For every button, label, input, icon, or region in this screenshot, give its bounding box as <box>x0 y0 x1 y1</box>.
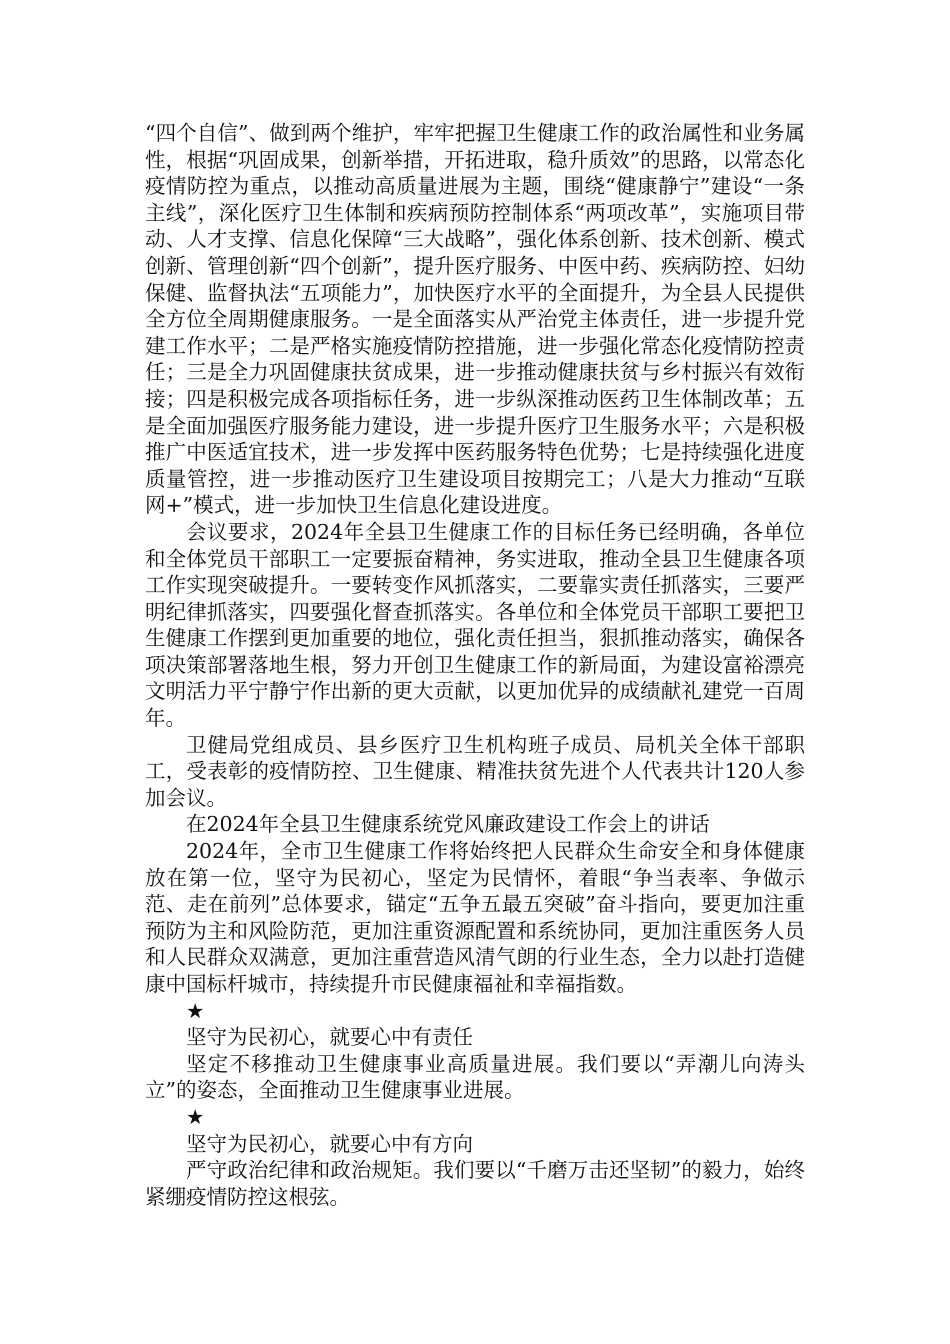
star-divider-1: ★ <box>186 998 205 1023</box>
paragraph-5: 2024年，全市卫生健康工作将始终把人民群众生命安全和身体健康放在第一位，坚守为民初心，坚定为民情怀，着眼“争当表率、争做示范、走在前列”总体要求，锚定“五争五最五突破”奋斗指向，要更加注重预防为主和风险防范，更加注重资源配置和系统协同，更加注重医务人员和人民群众双满意，更加注重营造风清气朗的行业生态，全力以赴打造健康中国标杆城市，持续提升市民健康福祉和幸福指数。 <box>145 839 805 996</box>
paragraph-11: 严守政治纪律和政治规矩。我们要以“千磨万击还坚韧”的毅力，始终紧绷疫情防控这根弦。 <box>145 1158 805 1209</box>
paragraph-1: “四个自信”、做到两个维护，牢牢把握卫生健康工作的政治属性和业务属性，根据“巩固成果，创新举措，开拓进取，稳升质效”的思路，以常态化疫情防控为重点，以推动高质量进展为主题，围绕“健康静宁”建设“一条主线”，深化医疗卫生体制和疾病预防控制体系“两项改革”，实施项目带动、人才支撑、信息化保障“三大战略”，强化体系创新、技术创新、模式创新、管理创新“四个创新”，提升医疗服务、中医中药、疾病防控、妇幼保健、监督执法“五项能力”，加快医疗水平的全面提升，为全县人民提供全方位全周期健康服务。一是全面落实从严治党主体责任，进一步提升党建工作水平；二是严格实施疫情防控措施，进一步强化常态化疫情防控责任；三是全力巩固健康扶贫成果，进一步推动健康扶贫与乡村振兴有效衔接；四是积极完成各项指标任务，进一步纵深推动医药卫生体制改革；五是全面加强医疗服务能力建设，进一步提升医疗卫生服务水平；六是积极推广中医适宜技术，进一步发挥中医药服务特色优势；七是持续强化进度质量管控，进一步推动医疗卫生建设项目按期完工；八是大力推动“互联网+”模式，进一步加快卫生信息化建设进度。 <box>145 121 805 518</box>
document-body <box>145 120 805 1210</box>
section-heading-1: 坚守为民初心，就要心中有责任 <box>186 1025 473 1050</box>
paragraph-2: 会议要求，2024年全县卫生健康工作的目标任务已经明确，各单位和全体党员干部职工一定要振奋精神，务实进取，推动全县卫生健康各项工作实现突破提升。一要转变作风抓落实，二要靠实责任抓落实，三要严明纪律抓落实，四要强化督查抓落实。各单位和全体党员干部职工要把卫生健康工作摆到更加重要的地位，强化责任担当，狠抓推动落实，确保各项决策部署落地生根，努力开创卫生健康工作的新局面，为建设富裕漂亮文明活力平宁静宁作出新的更大贡献，以更加优异的成绩献礼建党一百周年。 <box>145 519 805 731</box>
paragraph-8: 坚定不移推动卫生健康事业高质量进展。我们要以“弄潮儿向涛头立”的姿态，全面推动卫生健康事业进展。 <box>145 1051 805 1103</box>
star-divider-2: ★ <box>186 1104 205 1129</box>
paragraph-3: 卫健局党组成员、县乡医疗卫生机构班子成员、局机关全体干部职工，受表彰的疫情防控、卫生健康、精准扶贫先进个人代表共计120人参加会议。 <box>145 732 805 810</box>
section-heading-2: 坚守为民初心，就要心中有方向 <box>186 1131 473 1156</box>
speech-title: 在2024年全县卫生健康系统党风廉政建设工作会上的讲话 <box>186 812 710 837</box>
